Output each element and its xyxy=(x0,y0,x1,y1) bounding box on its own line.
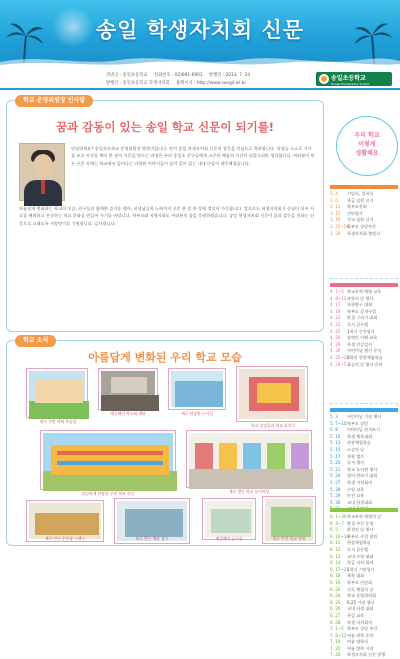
schedule-event: 환경 주간 운영 xyxy=(347,520,374,526)
schedule-item xyxy=(330,626,398,633)
schedule-event: 어린이날 기념 행사 xyxy=(347,414,382,419)
schedule-event: 학부모총회 xyxy=(347,204,367,210)
school-name-english: Songil Elementary School xyxy=(331,82,370,86)
schedule-date: 3. 11 xyxy=(330,204,341,210)
school-photo xyxy=(99,369,157,409)
schedule-date: 5. 3 xyxy=(330,414,338,419)
schedule-header-bar xyxy=(330,408,398,412)
school-photo xyxy=(27,369,87,417)
schedule-event: 환경의 날 행사 xyxy=(347,527,374,533)
schedule-event: 교내 합창대회 xyxy=(347,499,373,505)
schedule-item xyxy=(330,639,398,646)
schedule-date: 6. 26 xyxy=(330,606,341,612)
schedule-item xyxy=(330,540,398,547)
newspaper-title: 송일 학생자치회 신문 xyxy=(95,18,305,42)
schedule-date: 6. 17~21 xyxy=(330,566,350,572)
publisher: 펴낸곳 : 송일초등학교 xyxy=(106,73,148,78)
schedule-event: 전교 임원 선거 xyxy=(347,217,374,223)
schedule-event: 교내 사생 대회 xyxy=(347,606,374,612)
schedule-date: 4. 17 xyxy=(330,302,341,308)
schedule-event: 여름 방학식 xyxy=(347,639,369,645)
schedule-item xyxy=(330,460,398,467)
schedule-event: 학부모 상담 주간 xyxy=(347,626,378,632)
schedule-event: 스승의 날 행사 준비 xyxy=(347,361,383,367)
publish-date: 발행일 : 2013. 7. 24 xyxy=(208,73,251,78)
schedule-event: 현장체험학습 xyxy=(347,440,371,446)
schedule-event: 통일 교육 xyxy=(347,612,365,618)
schedule-event: 학급 자치 회의 xyxy=(347,560,374,566)
schedule-date: 7. 22 xyxy=(330,645,341,651)
schedule-item xyxy=(330,362,398,369)
schedule-event: 영어 말하기 대회 xyxy=(347,473,378,479)
school-photo xyxy=(27,501,103,541)
bubble-line: 이렇게 xyxy=(358,141,376,148)
schedule-date: 7. 24 xyxy=(330,652,341,658)
schedule-date: 4. 19 xyxy=(330,308,341,314)
schedule-item xyxy=(330,606,398,613)
schedule-item xyxy=(330,427,398,434)
photo-caption: 새로 꾸민 야외 학습장 xyxy=(39,419,77,424)
schedule-date: 3. 6 xyxy=(330,197,338,203)
schedule-item xyxy=(330,224,398,231)
schedule-date: 4. 29 xyxy=(330,341,341,347)
schedule-date: 5. 30 xyxy=(330,499,341,505)
schedule-item xyxy=(330,231,398,238)
schedule-item xyxy=(330,514,398,521)
schedule-event: 학급 임원 선거 xyxy=(347,197,374,203)
schedule-date: 5. 20 xyxy=(330,460,341,466)
sidebar-bubble xyxy=(336,116,398,176)
schedule-date: 3. 4 xyxy=(330,191,338,196)
schedule-event: 학부모 수업 참관 xyxy=(347,533,378,539)
portrait-photo xyxy=(19,143,65,201)
schedule-date: 4. 29~5.3 xyxy=(330,361,351,367)
photo-caption: 깨끗해진 급식실 xyxy=(215,536,243,541)
schedule-event: 학생 건강검사 xyxy=(347,341,373,347)
schedule-event: 학생 자치회의 xyxy=(347,479,373,485)
schedule-event: 학부모 공개수업 xyxy=(347,308,376,314)
section-tag: 학교 운영위원장 인사말 xyxy=(15,95,93,107)
schedule-item xyxy=(330,447,398,454)
schedule-date: 5. 29 xyxy=(330,493,341,499)
schedule-item xyxy=(330,355,398,362)
school-emblem-icon xyxy=(319,74,329,84)
schedule-event: 1학기 기말평가 xyxy=(347,566,375,572)
schedule-date: 3. 15 xyxy=(330,210,341,216)
school-photo xyxy=(169,369,225,409)
schedule-date: 6. 20 xyxy=(330,586,341,592)
schedule-date: 5. 21 xyxy=(330,466,341,472)
schedule-date: 6. 11 xyxy=(330,540,341,546)
schedule-date: 4. 1~5 xyxy=(330,289,344,294)
schedule-may xyxy=(330,408,398,513)
schedule-date: 3. 19 xyxy=(330,217,341,223)
schedule-date: 5. 28 xyxy=(330,486,341,492)
schedule-date: 5. 15 xyxy=(330,446,341,452)
schedule-date: 5. 7~10 xyxy=(330,420,347,426)
publication-info-row xyxy=(106,72,255,78)
school-photo xyxy=(237,367,307,421)
schedule-date: 5. 13 xyxy=(330,440,341,446)
schedule-date: 6. 10~14 xyxy=(330,533,350,539)
phone-number: 전화번호 : 02)691-6901 xyxy=(153,73,203,78)
schedule-item xyxy=(330,335,398,342)
schedule-item xyxy=(330,652,398,659)
article-paragraph: 안녕하세요? 송일초등학교 운영위원장 박찬미입니다. 먼저 송일 학생자치회 신문의 창간을 진심으로 축하합니다. 학생들 스스로 기사를 쓰고 사진을 찍어 한 권의 신문을 만드는 과정은 우리 송일초 친구들에게 소중한 배움의 시간이 되었으리라 생각합니다. 여러분이 만든 신문 속에는 학교에서 일어나는 다양한 이야기들이 담겨 있어 읽는 내내 마음이 따뜻해졌습니다. xyxy=(71,146,315,166)
photo-caption: 새로 생긴 학교 놀이마당 xyxy=(228,489,270,494)
schedule-event: 여름 방학 시작 xyxy=(347,645,374,651)
issuer: 발행인 : 송일초등학교 학생자치회 xyxy=(106,81,170,86)
schedule-item xyxy=(330,302,398,309)
schedule-date: 6. 5 xyxy=(330,527,338,533)
schedule-item xyxy=(330,613,398,620)
schedule-event: 어버이날 편지쓰기 xyxy=(347,427,380,433)
schedule-event: 학부모 상담주간 xyxy=(347,223,376,229)
schedule-event: 안전 교육 xyxy=(347,493,365,499)
schedule-item xyxy=(330,480,398,487)
divider xyxy=(330,403,398,404)
schedule-date: 5. 10 xyxy=(330,433,341,439)
schedule-date: 3. 25~26 xyxy=(330,223,350,229)
schedule-date: 6. 3~7 xyxy=(330,520,344,526)
schedule-date: 4. 25~26 xyxy=(330,354,350,360)
article-headline: 아름답게 변화된 우리 학교 모습 xyxy=(88,351,242,364)
schedule-event: 6.25 기념 행사 xyxy=(347,599,375,605)
photo-caption: 새로 만든 운동장 스탠드 xyxy=(44,536,86,541)
schedule-event: 과학탐구 대회 xyxy=(347,302,373,308)
schedule-event: 장애인 이해 교육 xyxy=(347,335,378,341)
schedule-date: 6. 13 xyxy=(330,553,341,559)
schedule-date: 6. 27 xyxy=(330,612,341,618)
schedule-item xyxy=(330,204,398,211)
section-tag: 학교 소식 xyxy=(15,335,56,347)
schedule-event: 시업식, 입학식 xyxy=(347,191,374,196)
photo-caption: 새로 단장한 도서실 xyxy=(181,411,213,416)
schedule-event: 학교 운영위원회 xyxy=(347,593,376,599)
schedule-item xyxy=(330,322,398,329)
schedule-event: 학부모 간담회 xyxy=(347,579,373,585)
school-photo xyxy=(203,499,255,539)
schedule-event: 교내 수영 대회 xyxy=(347,553,374,559)
schedule-date: 4. 26 xyxy=(330,335,341,341)
schedule-event: 현장체험학습 xyxy=(347,540,371,546)
schedule-event: 학교폭력 예방의 달 xyxy=(347,514,382,519)
schedule-event: 학생 체육대회 xyxy=(347,433,373,439)
schedule-item xyxy=(330,547,398,554)
schedule-item xyxy=(330,493,398,500)
schedule-item xyxy=(330,527,398,534)
schedule-date: 6. 12 xyxy=(330,546,341,552)
photo-caption: 새로 꾸민 학교 정원 xyxy=(272,536,306,541)
schedule-item xyxy=(330,289,398,296)
schedule-item xyxy=(330,315,398,322)
schedule-date: 6. 28 xyxy=(330,619,341,625)
schedule-april xyxy=(330,283,398,368)
schedule-header-bar xyxy=(330,508,398,512)
schedule-date: 4. 22 xyxy=(330,315,341,321)
schedule-date: 6. 19 xyxy=(330,579,341,585)
photo-caption: 말끔하게 단장한 우리 학교 건물 xyxy=(81,491,135,496)
schedule-event: 과학 캠프 xyxy=(347,453,365,459)
schedule-event: 과학의 달 행사 xyxy=(347,295,374,301)
schedule-date: 6. 24 xyxy=(330,593,341,599)
photo-article xyxy=(6,337,324,546)
schedule-date: 4. 25 xyxy=(330,328,341,334)
schedule-event: 독서 행사 xyxy=(347,460,365,466)
article-headline: 꿈과 감동이 있는 송일 학교 신문이 되기를! xyxy=(55,120,275,134)
school-logo xyxy=(316,72,392,86)
schedule-header-bar xyxy=(330,185,398,189)
bubble-line: 우리 학교 xyxy=(354,132,380,139)
photo-caption: 깨끗해진 복도와 계단 xyxy=(110,411,146,416)
schedule-date: 5. 27 xyxy=(330,479,341,485)
schedule-date: 7. 1~5 xyxy=(330,626,344,632)
schedule-item xyxy=(330,217,398,224)
schedule-header-bar xyxy=(330,283,398,287)
schedule-item xyxy=(330,580,398,587)
schedule-event: 진단평가 xyxy=(347,210,363,216)
schedule-item xyxy=(330,473,398,480)
publication-info xyxy=(0,68,400,90)
schedule-item xyxy=(330,454,398,461)
schedule-date: 5. 24 xyxy=(330,473,341,479)
schedule-date: 6. 18 xyxy=(330,573,341,579)
schedule-item xyxy=(330,560,398,567)
schedule-date: 4. 23 xyxy=(330,321,341,327)
school-name: 송일초등학교 xyxy=(331,75,366,82)
homepage-link[interactable]: 홈페이지 : http://www.songil.es.kr xyxy=(176,81,247,86)
schedule-march xyxy=(330,185,398,237)
schedule-event: 어린이날 행사 준비 xyxy=(347,348,382,354)
schedule-event: 여름 방학 준비 xyxy=(347,632,374,638)
article-paragraph: 아름답게 변화하는 학교의 모습, 친구들과 함께한 즐거운 행사, 선생님들의 노력까지 신문 한 장 한 장에 정성이 가득합니다. 앞으로도 학생자치회가 중심이 되어 서로를 배려하고 존중하는 학교 문화를 만들어 가기를 바랍니다. 학부모와 지역사회도 여러분의 꿈을 응원하겠습니다. 송일 학생자치회 신문이 꿈과 감동을 전하는 신문으로 오래도록 사랑받기를 기원합니다. 감사합니다. xyxy=(19,206,314,226)
wave-decoration xyxy=(0,52,400,68)
schedule-june-july xyxy=(330,508,398,659)
publication-info-row xyxy=(106,80,251,86)
masthead xyxy=(0,0,400,68)
schedule-event: 진로 체험의 날 xyxy=(347,586,374,592)
school-photo xyxy=(187,431,311,487)
schedule-event: 환경 그리기 대회 xyxy=(347,315,378,321)
schedule-event: 1학기 중간평가 xyxy=(347,328,375,334)
schedule-date: 4. 8~12 xyxy=(330,295,347,301)
schedule-item xyxy=(330,487,398,494)
schedule-event: 학생자치회 신문 발행 xyxy=(347,652,386,658)
schedule-item xyxy=(330,191,398,198)
schedule-event: 3학년 현장체험학습 xyxy=(347,354,383,360)
schedule-event: 학생 자치회의 xyxy=(347,619,373,625)
school-photo xyxy=(41,431,175,489)
schedule-event: 독서 골든벨 xyxy=(347,546,369,552)
schedule-date: 5. 8 xyxy=(330,427,338,433)
schedule-item xyxy=(330,567,398,574)
photo-caption: 학교 상징물과 학교 표지석 xyxy=(251,423,295,428)
schedule-item xyxy=(330,440,398,447)
schedule-event: 학교 도서관 행사 xyxy=(347,466,378,472)
schedule-date: 7. 19 xyxy=(330,639,341,645)
schedule-item xyxy=(330,348,398,355)
schedule-item xyxy=(330,593,398,600)
schedule-date: 4. 30 xyxy=(330,348,341,354)
schedule-event: 스승의 날 xyxy=(347,446,365,452)
schedule-event: 독서 골든벨 xyxy=(347,321,369,327)
schedule-event: 학부모 상담 xyxy=(347,420,369,426)
schedule-event: 학교폭력 예방 교육 xyxy=(347,289,382,294)
bubble-line: 생활해요 xyxy=(355,150,379,157)
schedule-event: 수영 교육 xyxy=(347,486,365,492)
schedule-date: 6. 25 xyxy=(330,599,341,605)
schedule-item xyxy=(330,414,398,421)
schedule-date: 7. 8~12 xyxy=(330,632,347,638)
schedule-date: 6. 1~30 xyxy=(330,514,347,519)
schedule-event: 체육 대회 xyxy=(347,573,365,579)
schedule-date: 3. 29 xyxy=(330,230,341,236)
schedule-item xyxy=(330,573,398,580)
schedule-date: 5. 17 xyxy=(330,453,341,459)
schedule-date: 6. 14 xyxy=(330,560,341,566)
schedule-event: 학생자치회 출범식 xyxy=(347,230,380,236)
lead-article xyxy=(6,97,324,332)
divider xyxy=(330,278,398,279)
photo-caption: 새로 만든 체육 창고 xyxy=(135,536,169,541)
